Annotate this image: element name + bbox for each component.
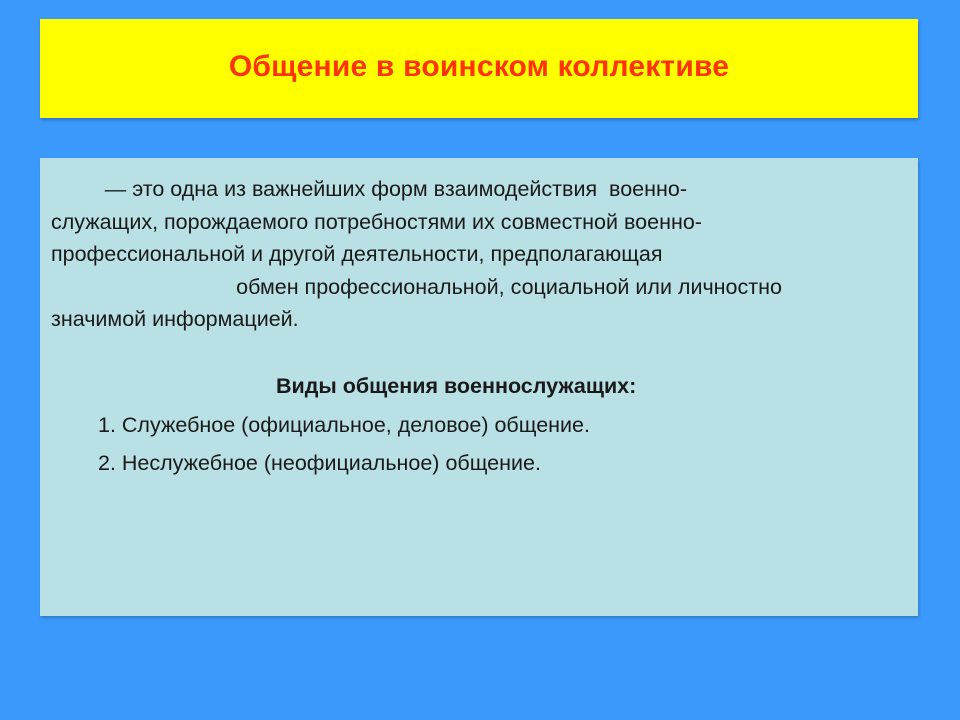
definition-line: значимой информацией. [51,307,299,331]
definition-line: профессиональной и другой деятельности, предполагающая [51,242,663,266]
content-panel [40,158,918,616]
slide-title: Общение в воинском коллективе [228,49,730,83]
definition-line: обмен профессиональной, социальной или личностно [51,274,782,299]
list-item: 2. Неслужебное (неофициальное) общение. [98,451,541,475]
list-item: 1. Служебное (официальное, деловое) общение. [98,413,590,437]
types-list [98,410,590,486]
types-subheading: Виды общения военнослужащих: [276,374,637,398]
definition-line: служащих, порождаемого потребностями их совместной военно- [51,209,702,234]
definition-paragraph [51,173,911,336]
title-banner [40,19,918,118]
definition-line: — это одна из важнейших форм взаимодействия военно- [51,177,688,201]
